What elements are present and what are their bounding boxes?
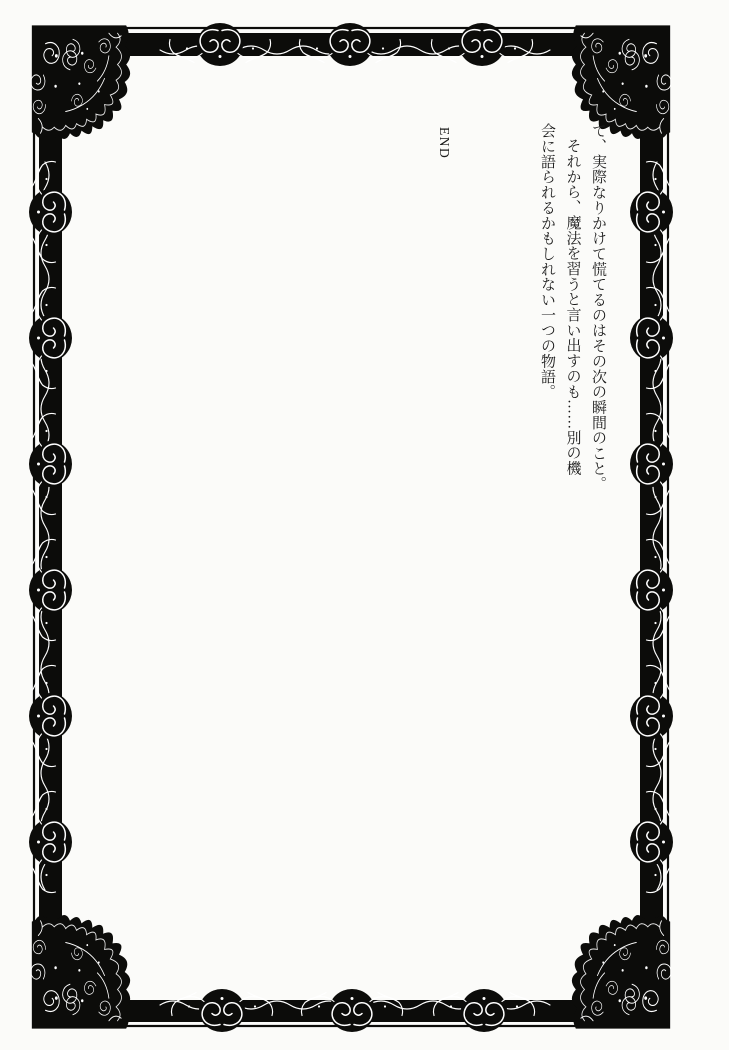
corner-ornament-bottom-left [30, 915, 130, 1029]
story-text-line-3: 会に語られるかもしれない一つの物語。 [539, 123, 555, 400]
end-label: END [437, 127, 452, 160]
edge-medallions-top [169, 23, 532, 66]
corner-ornament-bottom-right [572, 915, 672, 1029]
story-text-block [534, 123, 611, 491]
edge-medallions-bottom [171, 989, 534, 1032]
story-text-line-2: それから、魔法を習うと言い出すのも……別の機 [564, 138, 581, 476]
corner-ornament-top-left [30, 25, 130, 139]
story-text-line-1: て、実際なりかけて慌てるのはその次の瞬間のこと。 [590, 123, 606, 492]
